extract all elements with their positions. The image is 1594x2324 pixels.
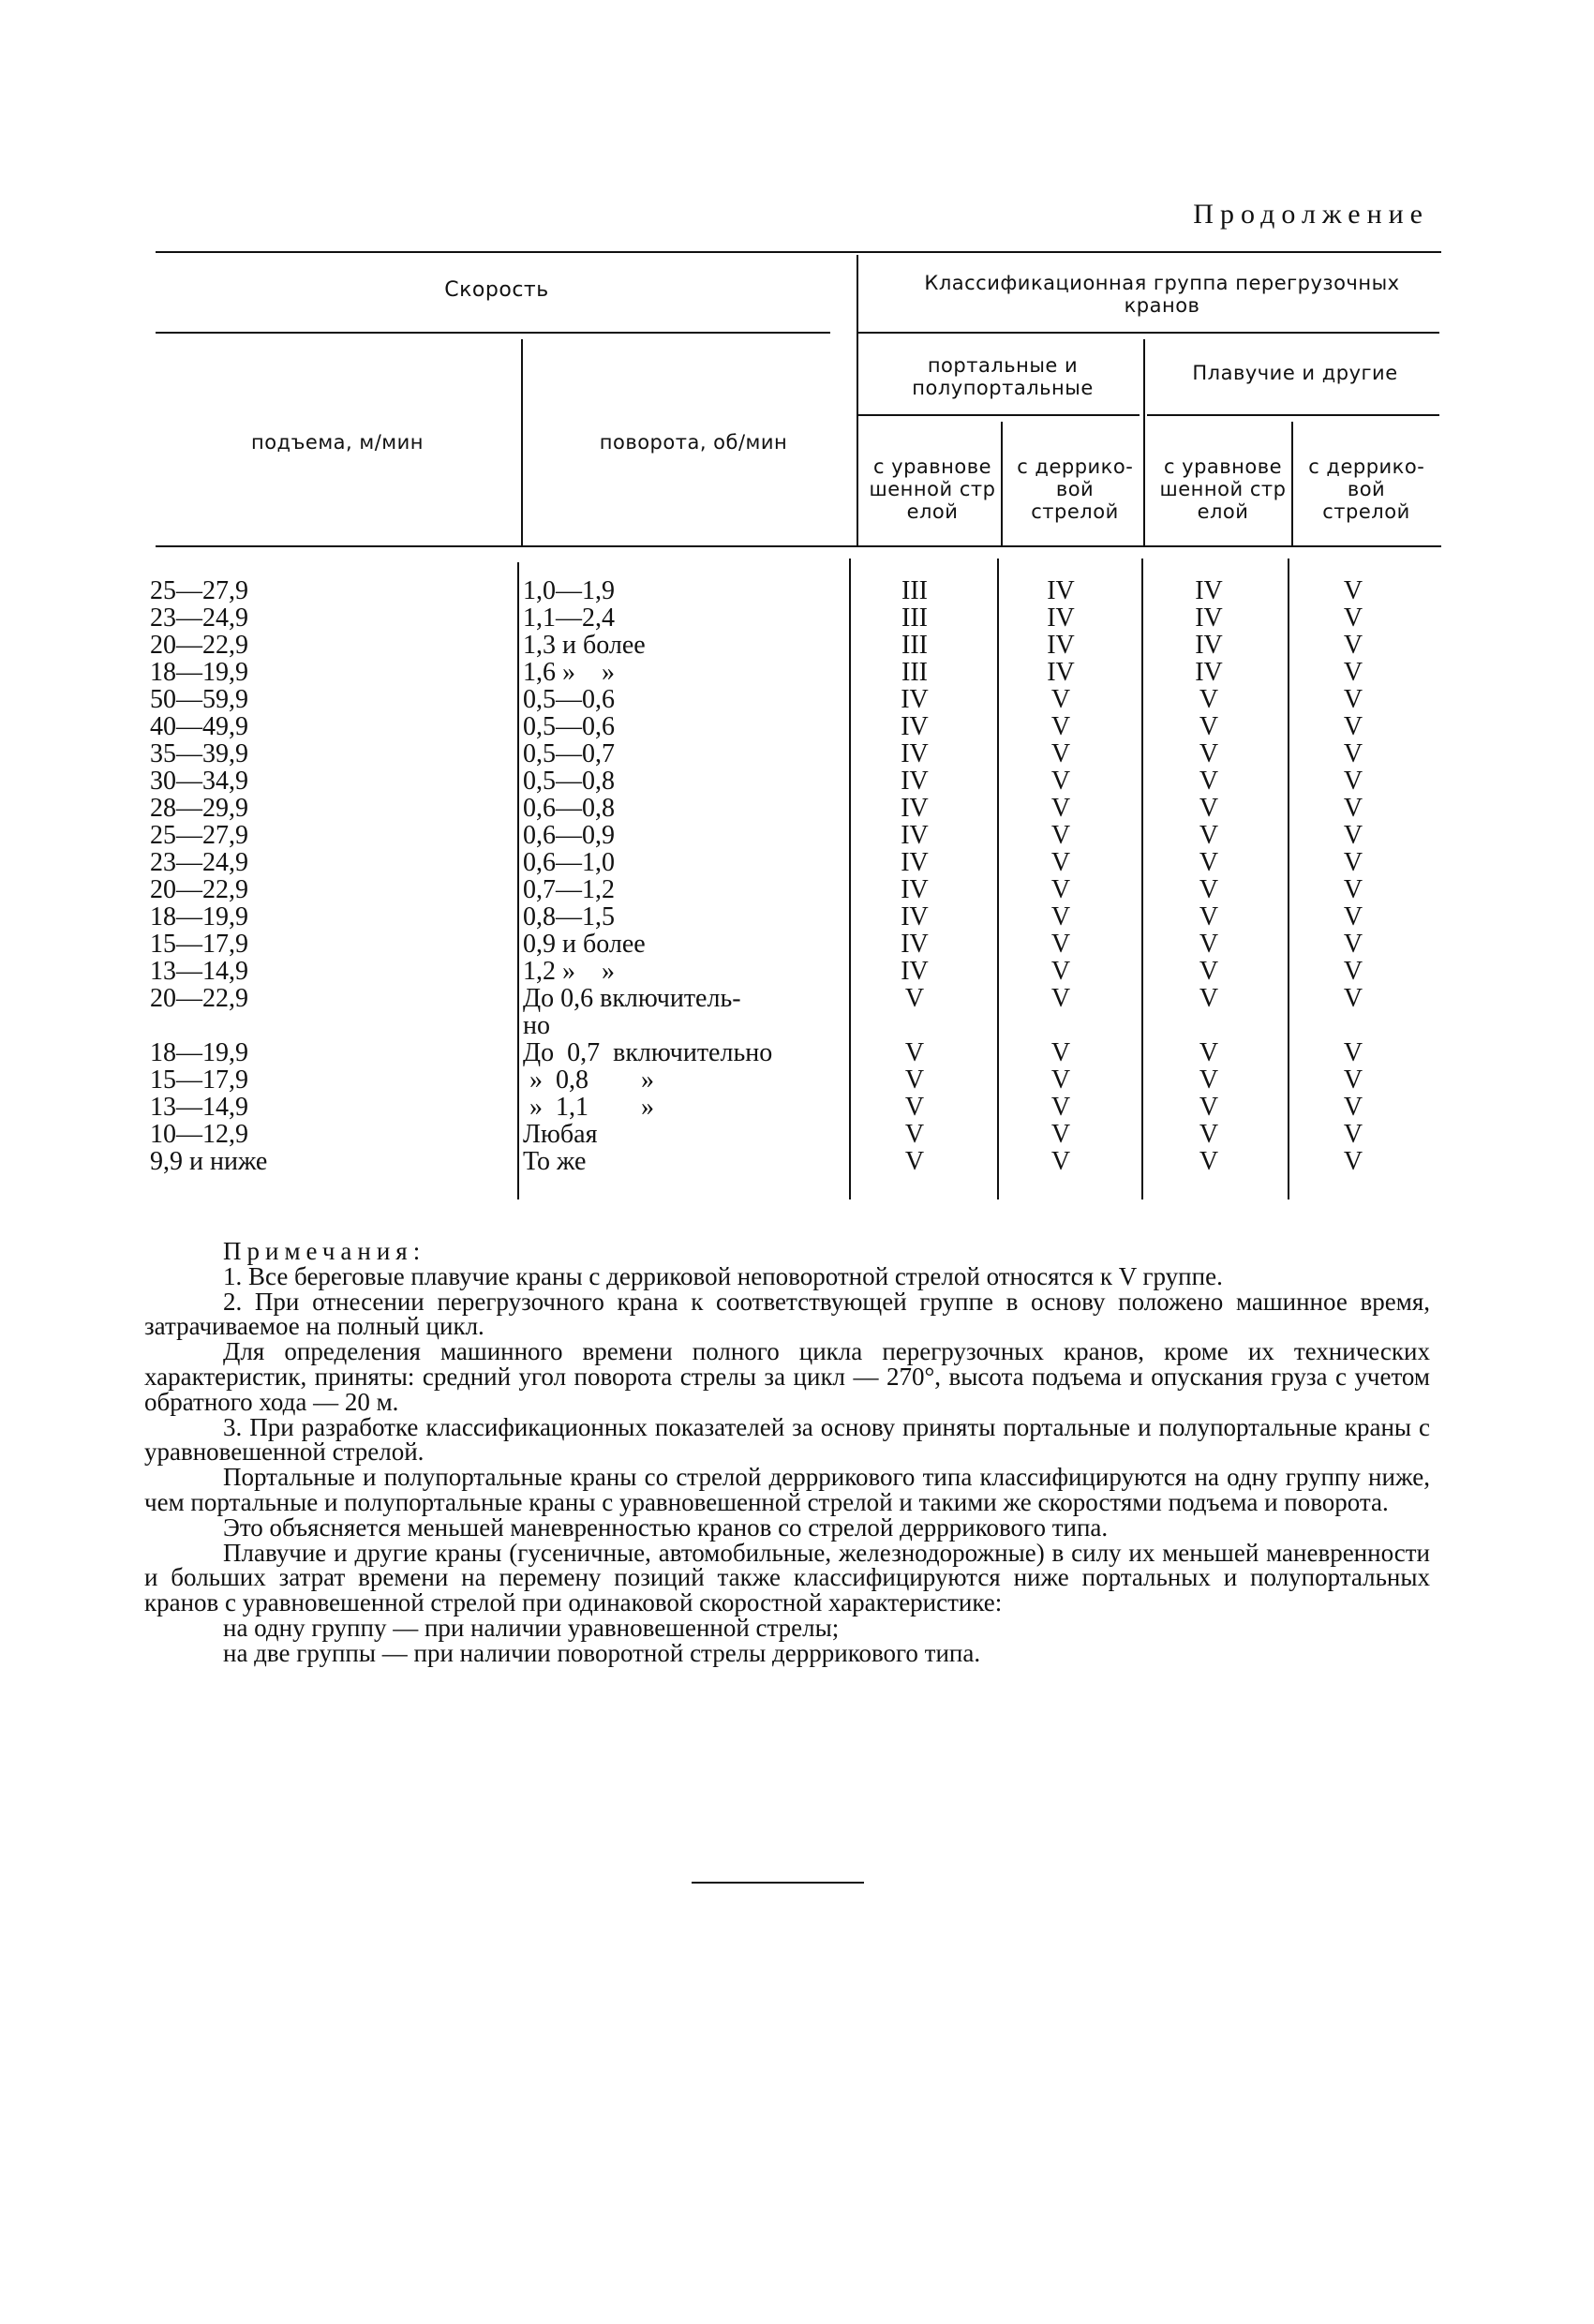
- group-portal-derrick-cell: IV: [1047, 631, 1075, 660]
- header-lift: подъема, м/мин: [250, 431, 425, 454]
- table-top-rule: [156, 251, 1441, 253]
- header-divider-speed: [521, 339, 523, 545]
- header-floating: Плавучие и другие: [1192, 362, 1398, 384]
- group-floating-balanced-cell: IV: [1195, 658, 1223, 687]
- group-portal-derrick-cell: V: [1050, 1065, 1071, 1095]
- group-portal-derrick-cell: V: [1050, 1147, 1071, 1176]
- group-portal-balanced-cell: IV: [901, 685, 929, 714]
- group-portal-derrick-cell: V: [1050, 957, 1071, 986]
- table-row: [0, 632, 1594, 659]
- group-portal-derrick-cell: V: [1050, 848, 1071, 877]
- header-divider-sub1: [1001, 422, 1003, 545]
- group-floating-derrick-cell: V: [1343, 1093, 1363, 1122]
- lift-speed-cell: 20—22,9: [150, 631, 248, 660]
- rotation-speed-cell: 1,0—1,9: [523, 576, 615, 605]
- group-portal-balanced-cell: V: [904, 1120, 925, 1149]
- group-portal-balanced-cell: IV: [901, 902, 929, 931]
- lift-speed-cell: 18—19,9: [150, 658, 248, 687]
- rotation-speed-cell: 0,6—0,8: [523, 794, 615, 823]
- header-sub-derrick-portal: с дерриковой стрелой: [1017, 455, 1133, 523]
- continuation-label: Продолжение: [1193, 199, 1429, 230]
- group-floating-balanced-cell: IV: [1195, 631, 1223, 660]
- group-floating-derrick-cell: V: [1343, 848, 1363, 877]
- rotation-speed-cell: 0,5—0,7: [523, 739, 615, 768]
- group-floating-balanced-cell: V: [1199, 767, 1219, 796]
- group-underline: [858, 332, 1439, 334]
- group-floating-derrick-cell: V: [1343, 984, 1363, 1013]
- table-row: [0, 713, 1594, 740]
- group-floating-derrick-cell: V: [1343, 957, 1363, 986]
- group-floating-derrick-cell: V: [1343, 631, 1363, 660]
- group-portal-balanced-cell: V: [904, 1038, 925, 1067]
- group-portal-derrick-cell: V: [1050, 930, 1071, 959]
- group-portal-derrick-cell: V: [1050, 1038, 1071, 1067]
- group-portal-derrick-cell: V: [1050, 875, 1071, 904]
- rotation-speed-cell: 1,3 и более: [523, 631, 646, 660]
- lift-speed-cell: 50—59,9: [150, 685, 248, 714]
- group-floating-derrick-cell: V: [1343, 767, 1363, 796]
- group-portal-balanced-cell: IV: [901, 848, 929, 877]
- group-portal-balanced-cell: IV: [901, 957, 929, 986]
- rotation-speed-cell: До 0,6 включитель-: [523, 984, 741, 1013]
- group-portal-derrick-cell: V: [1050, 685, 1071, 714]
- group-floating-balanced-cell: V: [1199, 957, 1219, 986]
- header-group: Классификационная группа перегрузочных кранов: [924, 272, 1400, 317]
- group-portal-derrick-cell: V: [1050, 739, 1071, 768]
- table-row: [0, 1066, 1594, 1094]
- subgroup-underline-floating: [1147, 414, 1439, 416]
- rotation-speed-cell: До 0,7 включительно: [523, 1038, 773, 1067]
- rotation-speed-cell: » 0,8 »: [523, 1065, 654, 1095]
- group-floating-derrick-cell: V: [1343, 930, 1363, 959]
- table-row: [0, 984, 1594, 1040]
- lift-speed-cell: 10—12,9: [150, 1120, 248, 1149]
- subgroup-underline-portal: [858, 414, 1140, 416]
- group-portal-derrick-cell: V: [1050, 902, 1071, 931]
- group-portal-balanced-cell: V: [904, 1147, 925, 1176]
- group-portal-balanced-cell: IV: [901, 794, 929, 823]
- rotation-speed-cell: 1,1—2,4: [523, 603, 615, 633]
- lift-speed-cell: 15—17,9: [150, 930, 248, 959]
- group-portal-balanced-cell: V: [904, 1065, 925, 1095]
- header-sub-balanced-portal: с уравновешенной стрелой: [869, 455, 996, 523]
- group-floating-derrick-cell: V: [1343, 739, 1363, 768]
- table-row: [0, 958, 1594, 985]
- speed-underline: [156, 332, 830, 334]
- group-floating-derrick-cell: V: [1343, 576, 1363, 605]
- table-row: [0, 876, 1594, 903]
- group-portal-balanced-cell: IV: [901, 875, 929, 904]
- lift-speed-cell: 20—22,9: [150, 875, 248, 904]
- table-row: [0, 795, 1594, 822]
- group-floating-balanced-cell: IV: [1195, 576, 1223, 605]
- table-row: [0, 740, 1594, 767]
- group-floating-balanced-cell: V: [1199, 685, 1219, 714]
- lift-speed-cell: 30—34,9: [150, 767, 248, 796]
- table-row: [0, 903, 1594, 931]
- group-portal-balanced-cell: V: [904, 1093, 925, 1122]
- group-portal-derrick-cell: V: [1050, 712, 1071, 741]
- rotation-speed-cell: 0,5—0,6: [523, 685, 615, 714]
- table-row: [0, 577, 1594, 604]
- note-3-two-groups: на две группы — при наличии поворотной стрелы дерррикового типа.: [223, 1638, 981, 1667]
- group-portal-derrick-cell: V: [1050, 794, 1071, 823]
- group-floating-balanced-cell: V: [1199, 1147, 1219, 1176]
- group-floating-balanced-cell: V: [1199, 1093, 1219, 1122]
- rotation-speed-cell: 1,6 » »: [523, 658, 615, 687]
- header-divider-types: [1143, 339, 1145, 545]
- rotation-speed-cell: 0,5—0,6: [523, 712, 615, 741]
- table-row: [0, 1148, 1594, 1175]
- rotation-speed-cell: Любая: [523, 1120, 598, 1149]
- group-floating-balanced-cell: IV: [1195, 603, 1223, 633]
- rotation-speed-cell-continued: но: [523, 1011, 550, 1040]
- header-bottom-rule: [156, 545, 1441, 547]
- group-floating-derrick-cell: V: [1343, 821, 1363, 850]
- group-portal-derrick-cell: V: [1050, 984, 1071, 1013]
- group-portal-balanced-cell: III: [901, 658, 928, 687]
- rotation-speed-cell: 0,6—1,0: [523, 848, 615, 877]
- table-row: [0, 659, 1594, 686]
- lift-speed-cell: 18—19,9: [150, 1038, 248, 1067]
- lift-speed-cell: 25—27,9: [150, 576, 248, 605]
- group-floating-derrick-cell: V: [1343, 658, 1363, 687]
- table-row: [0, 1094, 1594, 1121]
- group-floating-derrick-cell: V: [1343, 685, 1363, 714]
- group-portal-balanced-cell: III: [901, 603, 928, 633]
- group-floating-derrick-cell: V: [1343, 902, 1363, 931]
- group-floating-balanced-cell: V: [1199, 1120, 1219, 1149]
- lift-speed-cell: 23—24,9: [150, 848, 248, 877]
- rotation-speed-cell: 0,8—1,5: [523, 902, 615, 931]
- rotation-speed-cell: 1,2 » »: [523, 957, 615, 986]
- group-portal-derrick-cell: IV: [1047, 603, 1075, 633]
- group-floating-derrick-cell: V: [1343, 712, 1363, 741]
- group-floating-balanced-cell: V: [1199, 875, 1219, 904]
- note-1: 1. Все береговые плавучие краны с дерриковой неповоротной стрелой относятся к V группе.: [223, 1261, 1223, 1290]
- group-floating-derrick-cell: V: [1343, 603, 1363, 633]
- table-row: [0, 604, 1594, 632]
- group-floating-balanced-cell: V: [1199, 984, 1219, 1013]
- group-portal-balanced-cell: IV: [901, 712, 929, 741]
- rotation-speed-cell: 0,9 и более: [523, 930, 646, 959]
- header-divider-group: [857, 255, 858, 545]
- note-3-detail: Портальные и полупортальные краны со стрелой дерррикового типа классифицируются на одну группу ниже, чем портальные и полупортальные краны с уравновешенной стрелой и такими же скоростями подъема и поворота.: [144, 1463, 1430, 1516]
- lift-speed-cell: 20—22,9: [150, 984, 248, 1013]
- note-3-reason: Это объясняется меньшей маневренностью кранов со стрелой дерррикового типа.: [223, 1512, 1109, 1542]
- group-floating-balanced-cell: V: [1199, 794, 1219, 823]
- table-row: [0, 767, 1594, 795]
- group-portal-derrick-cell: V: [1050, 1093, 1071, 1122]
- group-portal-derrick-cell: IV: [1047, 658, 1075, 687]
- group-portal-balanced-cell: IV: [901, 930, 929, 959]
- group-floating-balanced-cell: V: [1199, 1038, 1219, 1067]
- lift-speed-cell: 23—24,9: [150, 603, 248, 633]
- group-floating-balanced-cell: V: [1199, 821, 1219, 850]
- table-row: [0, 931, 1594, 958]
- group-portal-balanced-cell: IV: [901, 767, 929, 796]
- group-floating-balanced-cell: V: [1199, 902, 1219, 931]
- group-portal-derrick-cell: V: [1050, 821, 1071, 850]
- notes-title: Примечания:: [223, 1237, 426, 1265]
- group-floating-balanced-cell: V: [1199, 848, 1219, 877]
- table-row: [0, 1039, 1594, 1066]
- group-floating-derrick-cell: V: [1343, 1120, 1363, 1149]
- table-row: [0, 822, 1594, 849]
- header-sub-derrick-floating: с дерриковой стрелой: [1308, 455, 1424, 523]
- note-3-one-group: на одну группу — при наличии уравновешенной стрелы;: [223, 1613, 840, 1642]
- note-3-floating: Плавучие и другие краны (гусеничные, автомобильные, железнодорожные) в силу их меньшей маневренности и больших затрат времени на перемену позиций также классифицируются ниже портальных и полупортальных кранов с уравновешенной стрелой при одинаковой скоростной характеристике:: [144, 1538, 1430, 1617]
- lift-speed-cell: 13—14,9: [150, 1093, 248, 1122]
- rotation-speed-cell: » 1,1 »: [523, 1093, 654, 1122]
- group-portal-balanced-cell: III: [901, 576, 928, 605]
- group-portal-derrick-cell: V: [1050, 1120, 1071, 1149]
- lift-speed-cell: 9,9 и ниже: [150, 1147, 268, 1176]
- lift-speed-cell: 15—17,9: [150, 1065, 248, 1095]
- group-floating-balanced-cell: V: [1199, 1065, 1219, 1095]
- header-speed: Скорость: [444, 278, 549, 302]
- group-floating-derrick-cell: V: [1343, 1147, 1363, 1176]
- lift-speed-cell: 25—27,9: [150, 821, 248, 850]
- group-floating-derrick-cell: V: [1343, 875, 1363, 904]
- header-divider-sub3: [1291, 422, 1293, 545]
- end-rule: [692, 1882, 864, 1884]
- group-portal-derrick-cell: V: [1050, 767, 1071, 796]
- group-portal-balanced-cell: V: [904, 984, 925, 1013]
- note-2: 2. При отнесении перегрузочного крана к соответствующей группе в основу положено машинное время, затрачиваемое на полный цикл.: [144, 1287, 1430, 1341]
- group-portal-balanced-cell: III: [901, 631, 928, 660]
- header-rotation: поворота, об/мин: [599, 431, 788, 454]
- rotation-speed-cell: 0,7—1,2: [523, 875, 615, 904]
- group-portal-balanced-cell: IV: [901, 739, 929, 768]
- group-floating-derrick-cell: V: [1343, 794, 1363, 823]
- rotation-speed-cell: То же: [523, 1147, 587, 1176]
- note-2-detail: Для определения машинного времени полного цикла перегрузочных кранов, кроме их технических характеристик, приняты: средний угол поворота стрелы за цикл — 270°, высота подъема и опускания груза с учетом обратного хода — 20 м.: [144, 1337, 1430, 1416]
- header-sub-balanced-floating: с уравновешенной стрелой: [1159, 455, 1287, 523]
- group-portal-balanced-cell: IV: [901, 821, 929, 850]
- rotation-speed-cell: 0,6—0,9: [523, 821, 615, 850]
- lift-speed-cell: 35—39,9: [150, 739, 248, 768]
- header-portal: портальные и полупортальные: [912, 354, 1094, 399]
- table-row: [0, 849, 1594, 876]
- group-floating-balanced-cell: V: [1199, 712, 1219, 741]
- group-floating-balanced-cell: V: [1199, 739, 1219, 768]
- notes: [144, 1239, 1430, 1666]
- table-row: [0, 1121, 1594, 1148]
- lift-speed-cell: 40—49,9: [150, 712, 248, 741]
- rotation-speed-cell: 0,5—0,8: [523, 767, 615, 796]
- group-floating-balanced-cell: V: [1199, 930, 1219, 959]
- lift-speed-cell: 18—19,9: [150, 902, 248, 931]
- lift-speed-cell: 28—29,9: [150, 794, 248, 823]
- lift-speed-cell: 13—14,9: [150, 957, 248, 986]
- group-floating-derrick-cell: V: [1343, 1065, 1363, 1095]
- table-row: [0, 686, 1594, 713]
- note-3: 3. При разработке классификационных показателей за основу приняты портальные и полупортальные краны с уравновешенной стрелой.: [144, 1412, 1430, 1467]
- group-floating-derrick-cell: V: [1343, 1038, 1363, 1067]
- group-portal-derrick-cell: IV: [1047, 576, 1075, 605]
